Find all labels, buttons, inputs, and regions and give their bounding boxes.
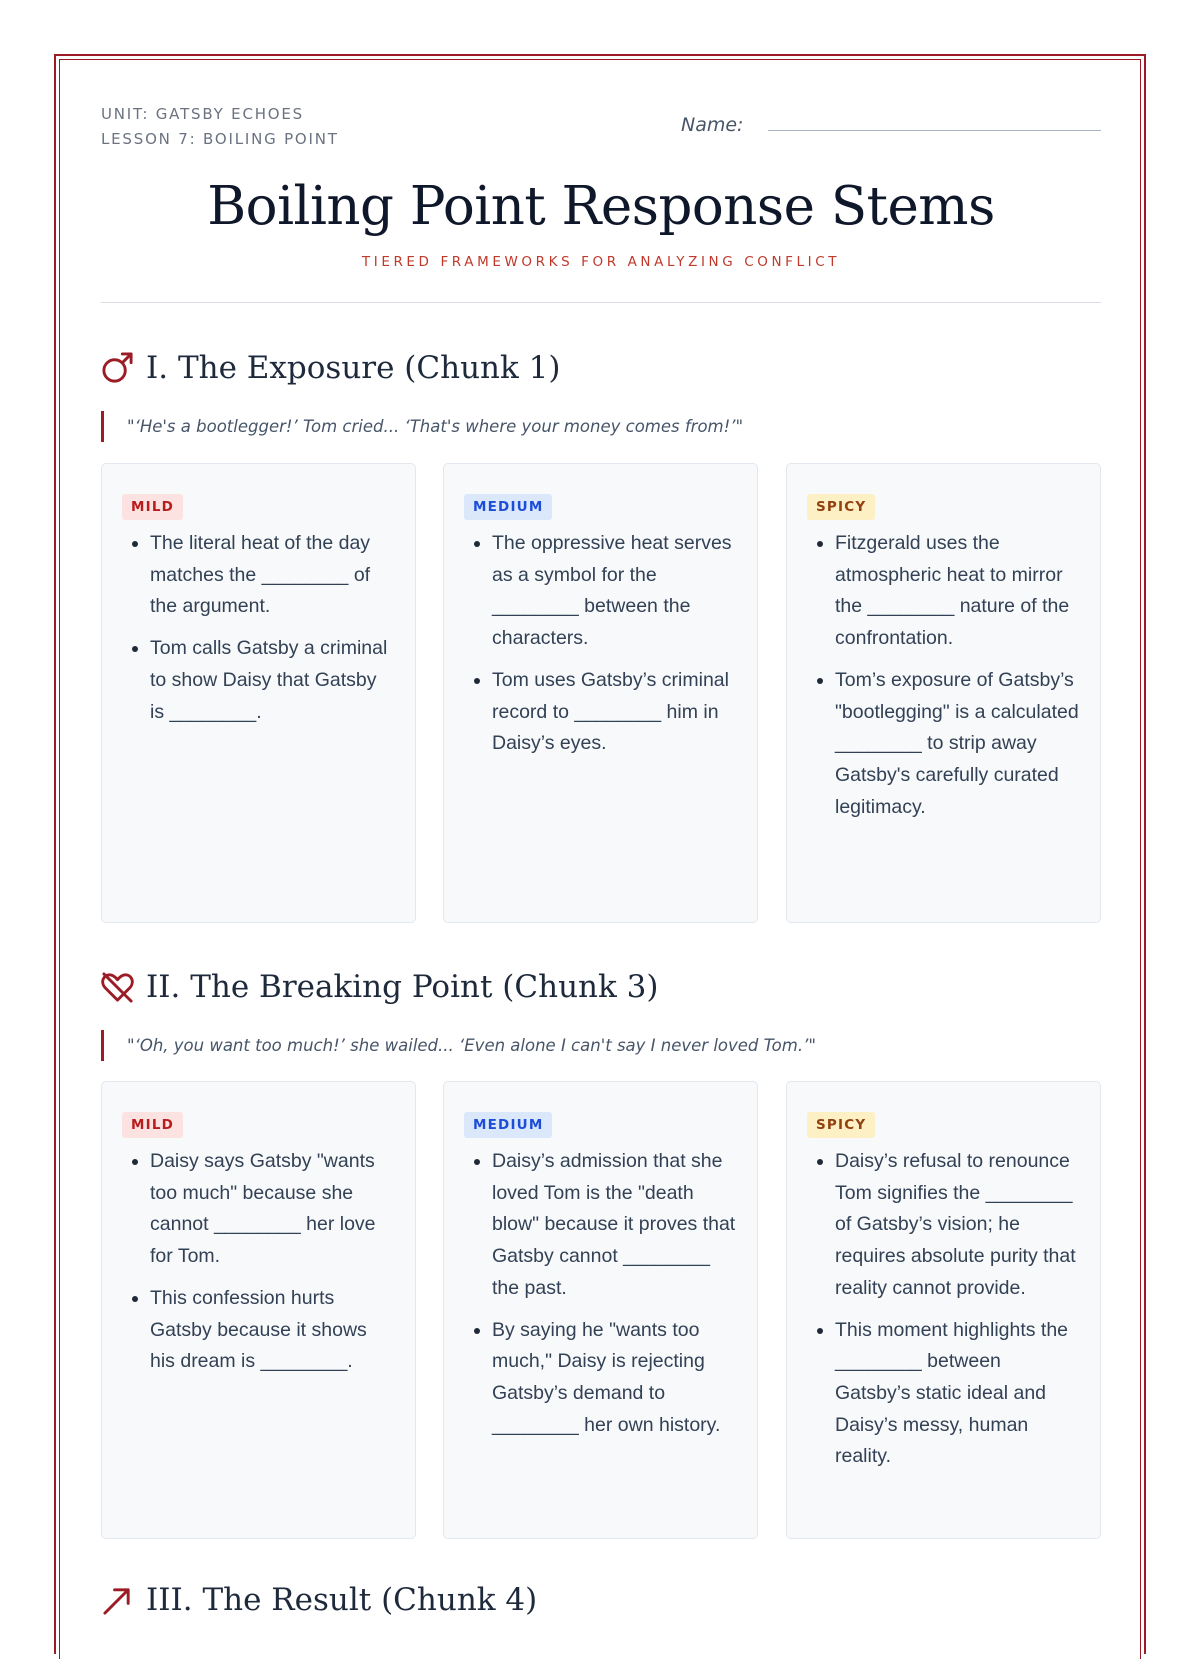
broken-heart-icon: [101, 971, 134, 1004]
section-title-text: I. The Exposure (Chunk 1): [146, 350, 561, 386]
section-title-text: III. The Result (Chunk 4): [146, 1582, 538, 1618]
stem-list: [807, 528, 1080, 823]
stem-list: [122, 528, 395, 728]
tier-badge-medium: MEDIUM: [464, 1112, 552, 1138]
section-title-result: [101, 1580, 537, 1620]
response-stem: • This moment highlights the ________ between Gatsby’s static ideal and Daisy’s messy, human reality.: [835, 1315, 1080, 1474]
section-title-text: II. The Breaking Point (Chunk 3): [146, 969, 659, 1005]
arrow-icon: [101, 1584, 134, 1617]
response-stem: • Daisy says Gatsby "wants too much" because she cannot ________ her love for Tom.: [150, 1146, 395, 1273]
tier-badge-spicy: SPICY: [807, 494, 875, 520]
tier-card-mild: [101, 463, 416, 923]
response-stem: • This confession hurts Gatsby because it shows his dream is ________.: [150, 1283, 395, 1378]
response-stem: • Fitzgerald uses the atmospheric heat to mirror the ________ nature of the confrontation.: [835, 528, 1080, 655]
section-title-exposure: [101, 348, 560, 388]
response-stem: • The literal heat of the day matches the ________ of the argument.: [150, 528, 395, 623]
name-label: Name:: [681, 114, 744, 136]
section-quote: "‘He's a bootlegger!’ Tom cried... ‘That's where your money comes from!’": [101, 411, 743, 442]
response-stem: • Tom calls Gatsby a criminal to show Daisy that Gatsby is ________.: [150, 633, 395, 728]
tier-badge-mild: MILD: [122, 494, 183, 520]
response-stem: • By saying he "wants too much," Daisy is rejecting Gatsby’s demand to ________ her own history.: [492, 1315, 737, 1442]
name-field[interactable]: [768, 130, 1101, 131]
page-title: Boiling Point Response Stems: [207, 176, 995, 237]
stem-list: [807, 1146, 1080, 1473]
page-subtitle: TIERED FRAMEWORKS FOR ANALYZING CONFLICT: [361, 254, 841, 270]
tier-badge-medium: MEDIUM: [464, 494, 552, 520]
stem-list: [464, 1146, 737, 1441]
stem-list: [464, 528, 737, 760]
tier-badge-spicy: SPICY: [807, 1112, 875, 1138]
response-stem: • Daisy’s admission that she loved Tom is the "death blow" because it proves that Gatsby cannot ________ the past.: [492, 1146, 737, 1305]
lesson-label: LESSON 7: BOILING POINT: [101, 130, 339, 148]
tier-badge-mild: MILD: [122, 1112, 183, 1138]
tier-card-medium: [443, 1081, 758, 1539]
section-title-breaking-point: [101, 967, 658, 1007]
section-quote: "‘Oh, you want too much!’ she wailed... ‘Even alone I can't say I never loved Tom.’": [101, 1030, 816, 1061]
tier-card-spicy: [786, 1081, 1101, 1539]
unit-lesson-meta: [101, 102, 339, 152]
tier-card-mild: [101, 1081, 416, 1539]
mars-icon: [101, 352, 134, 385]
response-stem: • Daisy’s refusal to renounce Tom signifies the ________ of Gatsby’s vision; he requires absolute purity that reality cannot provide.: [835, 1146, 1080, 1305]
response-stem: • Tom uses Gatsby’s criminal record to ________ him in Daisy’s eyes.: [492, 665, 737, 760]
header-divider: [101, 302, 1101, 303]
response-stem: • The oppressive heat serves as a symbol for the ________ between the characters.: [492, 528, 737, 655]
tier-card-spicy: [786, 463, 1101, 923]
stem-list: [122, 1146, 395, 1378]
unit-label: UNIT: GATSBY ECHOES: [101, 105, 305, 123]
response-stem: • Tom’s exposure of Gatsby’s "bootlegging" is a calculated ________ to strip away Gatsby's carefully curated legitimacy.: [835, 665, 1080, 824]
tier-card-medium: [443, 463, 758, 923]
